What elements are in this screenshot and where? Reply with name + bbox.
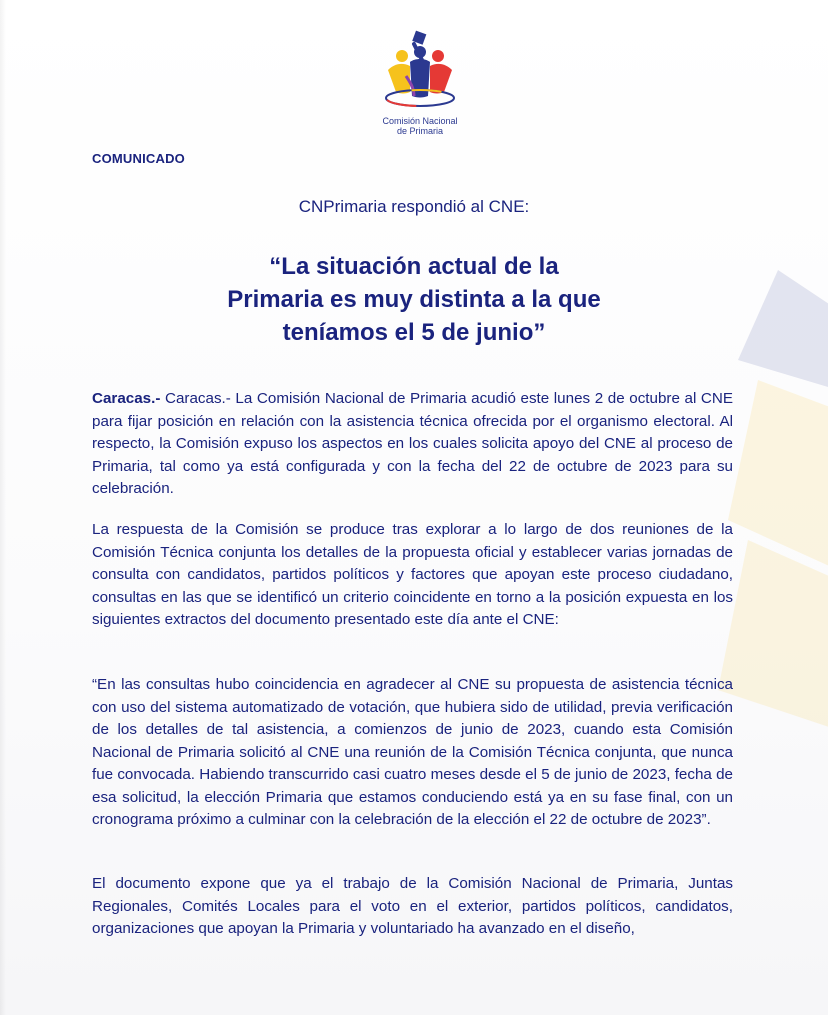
headline-line-3: teníamos el 5 de junio”: [282, 319, 546, 346]
paragraph-1-dateline: Caracas.-: [92, 390, 161, 407]
headline-line-1: “La situación actual de la: [269, 253, 559, 280]
paragraph-3-quote: “En las consultas hubo coincidencia en agradecer al CNE su propuesta de asistencia técnica con uso del sistema automatizado de votación, que hubiera sido de utilidad, previa verificación de los detalles de tal asistencia, a comienzos de junio de 2023, cuando esta Comisión Nacional de Primaria solicitó al CNE una reunión de la Comisión Técnica conjunta, que nunca fue convocada. Habiendo transcurrido casi cuatro meses desde el 5 de junio de 2023, fecha de esa solicitud, la elección Primaria que estamos conduciendo está ya en su fase final, con un cronograma próximo a culminar con la celebración de la elección el 22 de octubre de 2023”.: [92, 676, 733, 828]
headline-line-2: Primaria es muy distinta a la que: [227, 286, 601, 313]
cnp-logo-icon: [380, 30, 460, 114]
logo-text-line1: Comisión Nacional: [382, 116, 458, 126]
cnp-logo: [370, 30, 470, 150]
page-edge-shadow: [0, 0, 6, 1015]
document-label: COMUNICADO: [92, 151, 185, 166]
paragraph-1-text: Caracas.- La Comisión Nacional de Primaria acudió este lunes 2 de octubre al CNE para fijar posición en relación con la asistencia técnica ofrecida por el organismo electoral. Al respecto, la Comisión expuso los aspectos en los cuales solicita apoyo del CNE al proceso de Primaria, tal como ya está configurada y con la fecha del 22 de octubre de 2023 para su celebración.: [92, 390, 733, 497]
document-subtitle: CNPrimaria respondió al CNE:: [298, 197, 530, 216]
paragraph-1: [92, 388, 733, 501]
logo-text-line2: de Primaria: [396, 126, 443, 136]
paragraph-2: La respuesta de la Comisión se produce tras explorar a lo largo de dos reuniones de la Comisión Técnica conjunta los detalles de la propuesta oficial y establecer varias jornadas de consulta con candidatos, partidos políticos y factores que apoyan este proceso ciudadano, consultas en las que se identificó un criterio coincidente en torno a la posición expuesta en los siguientes extractos del documento presentado este día ante el CNE:: [92, 521, 733, 628]
paragraph-4: El documento expone que ya el trabajo de la Comisión Nacional de Primaria, Juntas Regionales, Comités Locales para el voto en el exterior, partidos políticos, candidatos, organizaciones que apoyan la Primaria y voluntariado ha avanzado en el diseño,: [92, 875, 733, 937]
document-headline: [0, 250, 828, 349]
